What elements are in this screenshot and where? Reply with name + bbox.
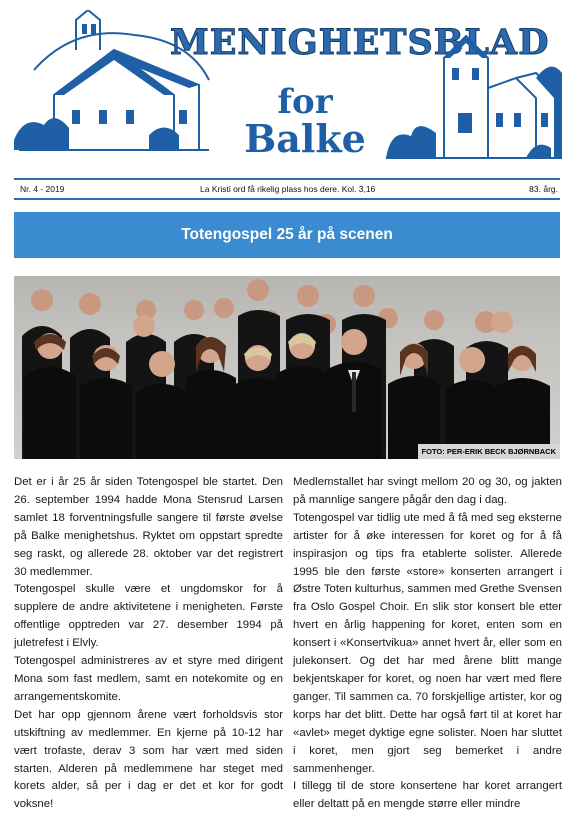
article-paragraph: Det er i år 25 år siden Totengospel ble startet. Den 26. september 1994 hadde Mona Stensrud Larsen samlet 18 forventningsfulle sangere til første øvelse på Balke menighetshus. Ryktet om oppstart spredte seg raskt, og allerede 28. oktober var det registrert 30 medlemmer. — [14, 476, 283, 578]
masthead-place: Balke — [244, 116, 366, 161]
masthead-for: for — [277, 82, 333, 122]
choir-photo — [14, 276, 560, 459]
motto: La Kristi ord få rikelig plass hos dere. Kol. 3,16 — [200, 184, 376, 194]
church-tower-icon — [386, 18, 562, 166]
masthead-title: MENIGHETSBLAD — [170, 22, 550, 63]
volume: 83. årg. — [529, 184, 558, 194]
article-paragraph: Totengospel administreres av et styre med dirigent Mona som fast medlem, samt en notekomite og en arrangementskomite. — [14, 655, 283, 703]
article-column-right — [293, 474, 562, 814]
masthead-rule — [14, 178, 560, 180]
issue-bar-rule — [14, 198, 560, 200]
article-paragraph: Totengospel skulle være et ungdomskor for å supplere de andre aktivitetene i menigheten. Første offentlige opptreden var 27. desember 1994 på juletrefest i Elvly. — [14, 583, 283, 650]
choir-group-illustration — [14, 276, 560, 459]
article-paragraph: Det har opp gjennom årene vært forholdsvis stor utskiftning av medlemmer. En kjerne på 10-12 har vært trofaste, derav 3 som har vært med siden starten. Alderen på medlemmene har steget med korets alder, så per i dag er det et kor for godt voksne! — [14, 708, 283, 811]
article-headline: Totengospel 25 år på scenen — [14, 212, 560, 258]
article-paragraph: I tillegg til de store konsertene har koret arrangert eller deltatt på en mengde større eller mindre — [293, 780, 562, 811]
article-paragraph: Medlemstallet har svingt mellom 20 og 30, og jakten på mannlige sangere pågår den dag i dag. — [293, 476, 562, 506]
masthead — [0, 0, 588, 180]
article-column-left — [14, 474, 283, 814]
issue-number: Nr. 4 - 2019 — [20, 184, 65, 194]
issue-bar — [18, 183, 560, 197]
article-paragraph: Totengospel var tidlig ute med å få med seg eksterne artister for å øke interessen for koret og for å få inspirasjon og tips fra etablerte solister. Allerede 1995 ble den første «store» konserten arrangert i Østre Toten kulturhus, sammen med Grethe Svensen fra Oslo Gospel Choir. En slik stor konsert ble etter hvert en årlig happening for koret, enten som en konsert i «Konsertvikua» annet hvert år, eller som en julekonsert. Og det har med årene blitt mange bekjentskaper for koret, og noen har vært med flere ganger. Til sammen ca. 70 forskjellige artister, kor og korps har det blitt. Dette har også ført til at koret har «avlet» meget dyktige egne solister. Noen har sluttet i koret, men gjort seg bemerket i andre sammenhenger. — [293, 511, 562, 775]
photo-credit: FOTO: PER-ERIK BECK BJØRNBACK — [418, 444, 560, 459]
